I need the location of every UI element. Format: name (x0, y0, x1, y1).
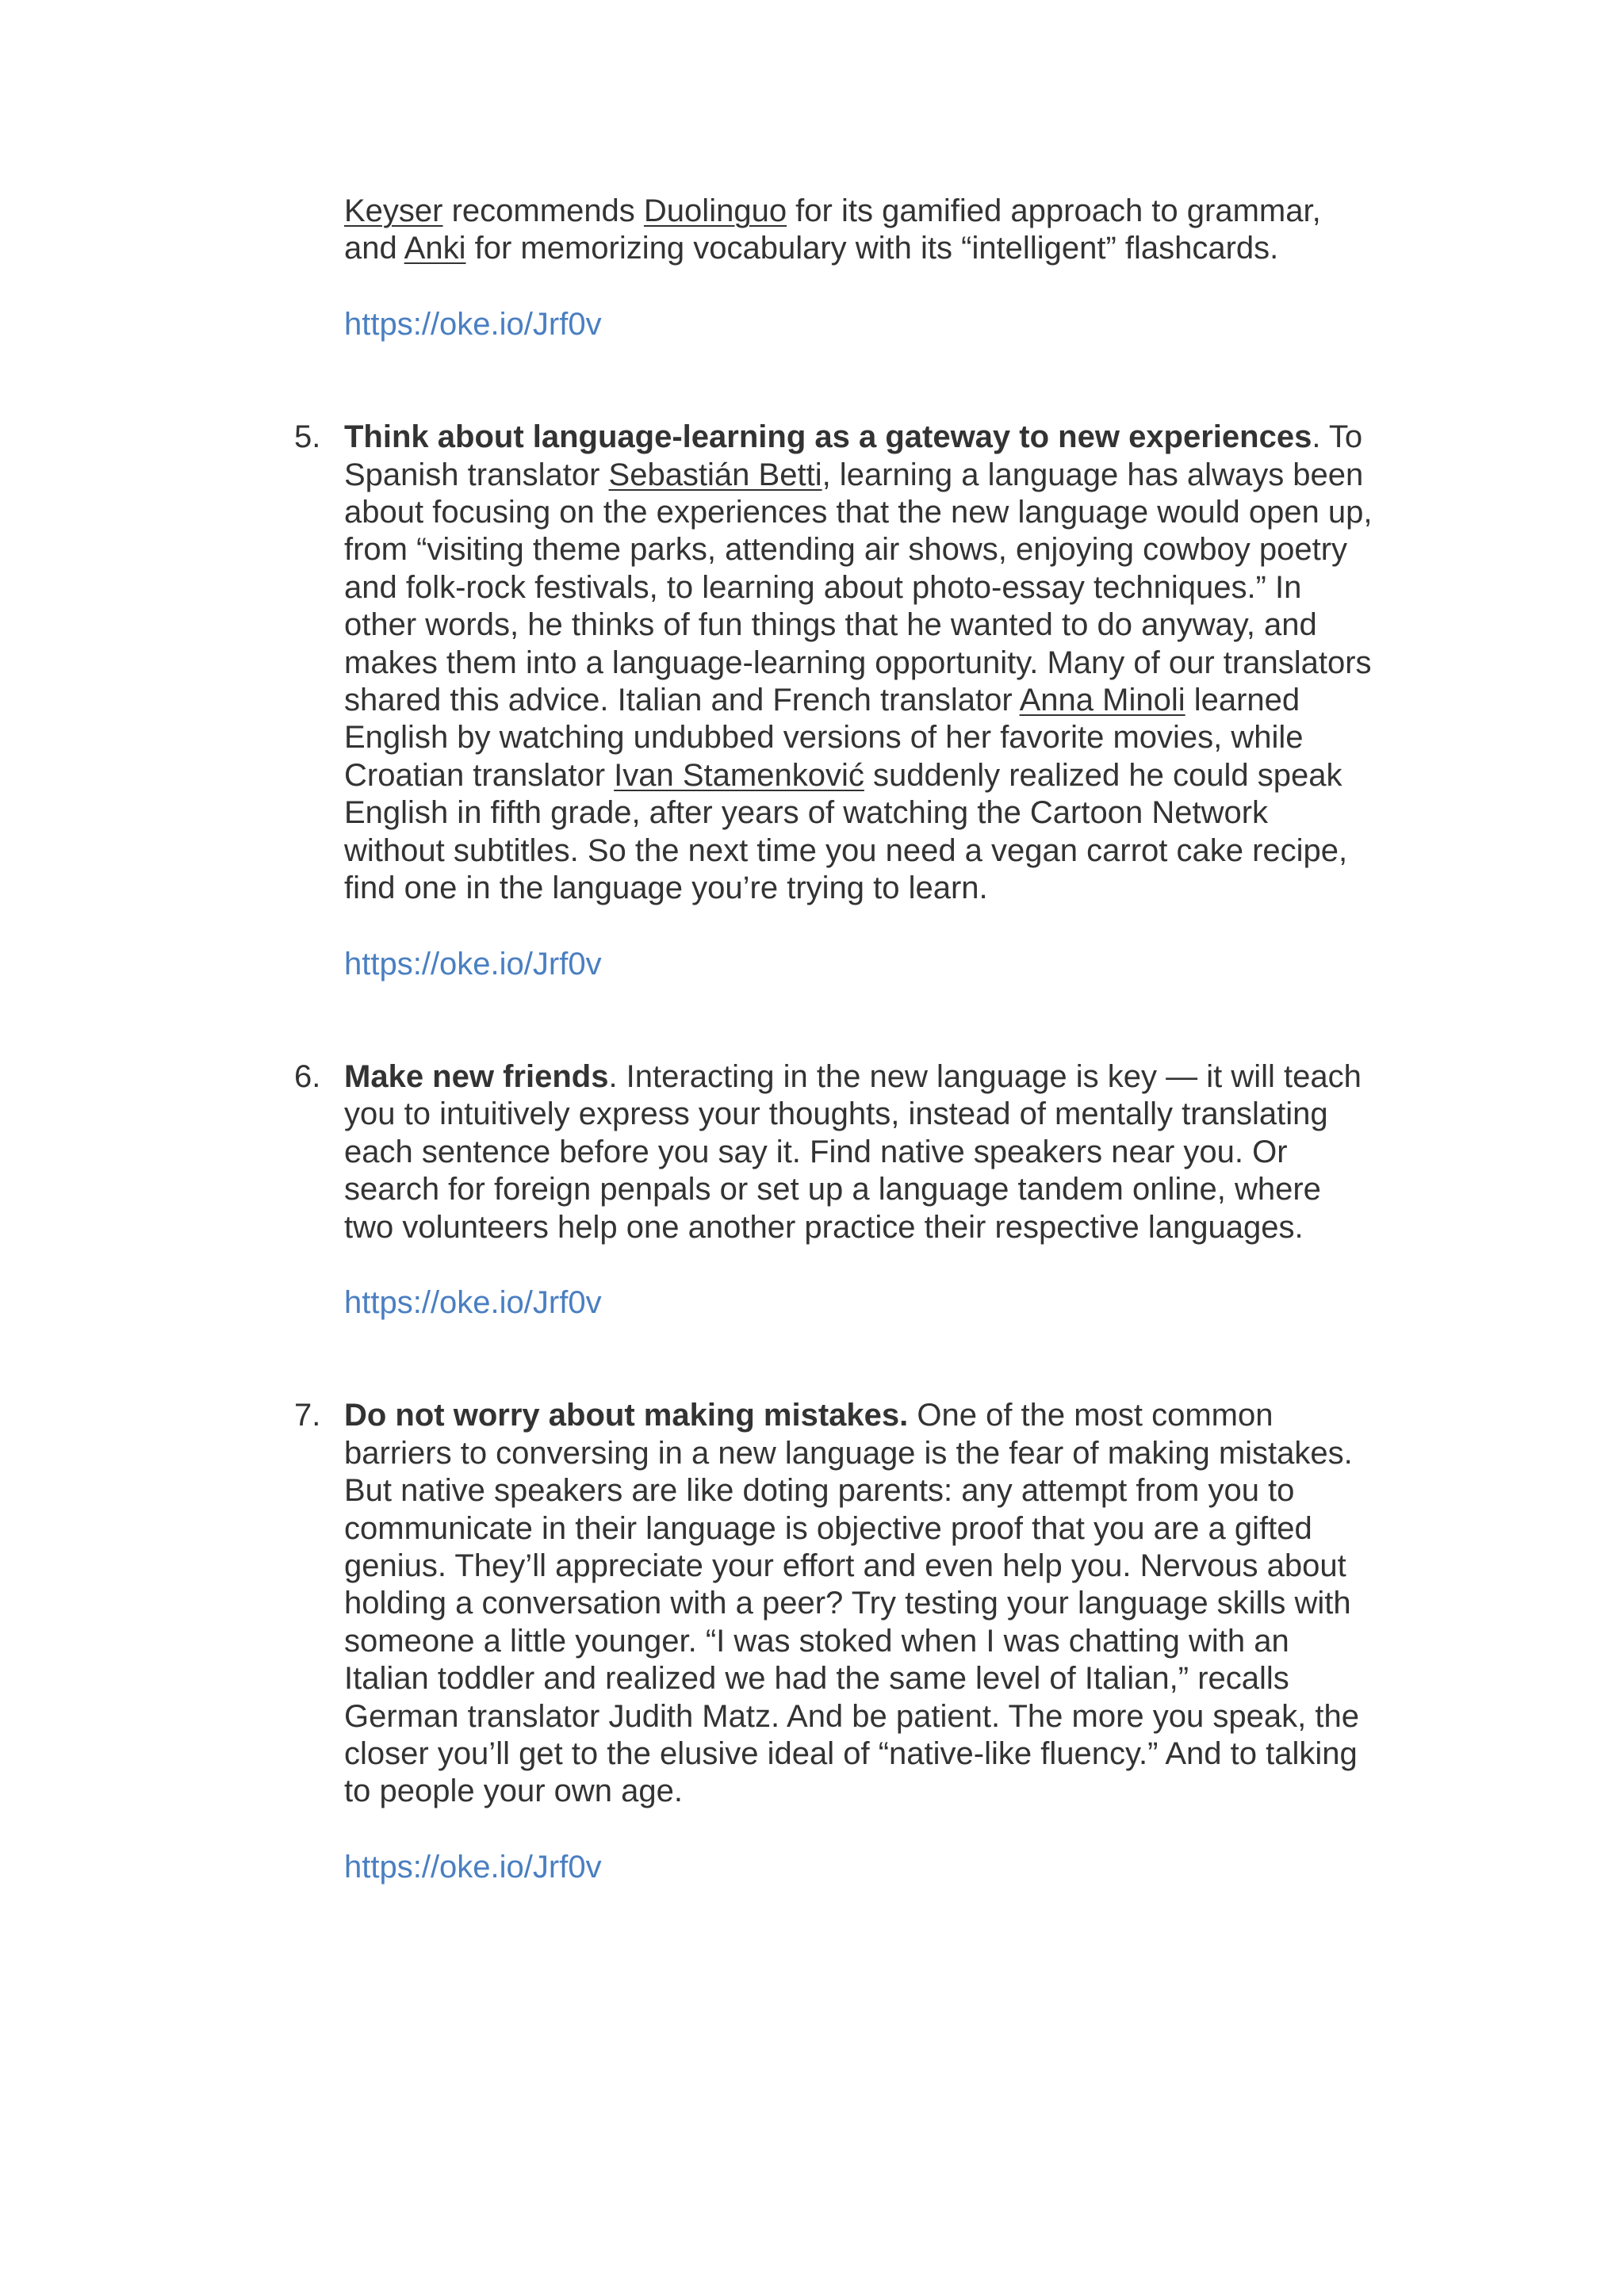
anki-link[interactable]: Anki (404, 231, 466, 266)
item-5-paragraph (344, 419, 1375, 907)
item-7-heading: Do not worry about making mistakes. (344, 1398, 909, 1433)
item-6-url[interactable]: https://oke.io/Jrf0v (344, 1284, 602, 1320)
sebastian-betti-link[interactable]: Sebastián Betti (608, 457, 822, 492)
intro-text-3: for memorizing vocabulary with its “intelligent” flashcards. (465, 231, 1279, 266)
anna-minoli-link[interactable]: Anna Minoli (1019, 683, 1185, 718)
item-number: 6. (294, 1058, 321, 1094)
item-7-text-1: One of the most common barriers to conversing in a new language is the fear of making mistakes. But native speakers are like doting parents: any attempt from you to communicate in their language is objective proof that you are a gifted genius. They’ll appreciate your effort and even help you. Nervous about holding a conversation with a peer? Try testing your language skills with someone a little younger. “I was stoked when I was chatting with an Italian toddler and realized we had the same level of Italian,” recalls German translator Judith Matz. And be patient. The more you speak, the closer you’ll get to the elusive ideal of “native-like fluency.” And to talking to people your own age. (344, 1398, 1359, 1809)
intro-paragraph (344, 193, 1375, 268)
item-6-heading-punct: . (608, 1058, 618, 1094)
item-6-text-1: Interacting in the new language is key — it will teach you to intuitively express your thoughts, instead of mentally translating each sentence before you say it. Find native speakers near you. Or search for foreign penpals or set up a language tandem online, where two volunteers help one another practice their respective languages. (344, 1058, 1362, 1245)
item-6-heading: Make new friends (344, 1058, 609, 1094)
item-5-heading: Think about language-learning as a gateway to new experiences (344, 419, 1312, 455)
list-item-5 (294, 419, 1375, 983)
ivan-stamenkovic-link[interactable]: Ivan Stamenković (614, 757, 864, 793)
item-5-text-2: , learning a language has always been about focusing on the experiences that the new language would open up, from “visiting theme parks, attending air shows, enjoying cowboy poetry and folk-rock festivals, to learning about photo-essay techniques.” In other words, he thinks of fun things that he wanted to do anyway, and makes them into a language-learning opportunity. Many of our translators shared this advice. Italian and French translator (344, 457, 1373, 718)
keyser-link[interactable]: Keyser (344, 193, 443, 228)
item-5-heading-punct: . (1312, 419, 1321, 455)
item-5-url[interactable]: https://oke.io/Jrf0v (344, 946, 602, 982)
list-item-6 (294, 1058, 1375, 1322)
intro-text-2: for its gamified approach to grammar, and (344, 193, 1321, 266)
item-6-paragraph (344, 1058, 1375, 1246)
intro-text-1: recommends (442, 193, 644, 228)
item-number: 7. (294, 1398, 321, 1433)
duolinguo-link[interactable]: Duolinguo (643, 193, 787, 228)
intro-url[interactable]: https://oke.io/Jrf0v (344, 306, 602, 342)
item-7-paragraph (344, 1397, 1375, 1810)
item-number: 5. (294, 419, 321, 455)
document-body (294, 193, 1375, 1886)
item-5-text-3: learned English by watching undubbed versions of her favorite movies, while Croatian translator (344, 683, 1304, 793)
list-item-7 (294, 1397, 1375, 1886)
item-7-url[interactable]: https://oke.io/Jrf0v (344, 1849, 602, 1885)
item-5-text-4: suddenly realized he could speak English in fifth grade, after years of watching the Cartoon Network without subtitles. So the next time you need a vegan carrot cake recipe, find one in the language you’re trying to learn. (344, 757, 1348, 906)
item-5-text-1: To Spanish translator (344, 419, 1363, 492)
